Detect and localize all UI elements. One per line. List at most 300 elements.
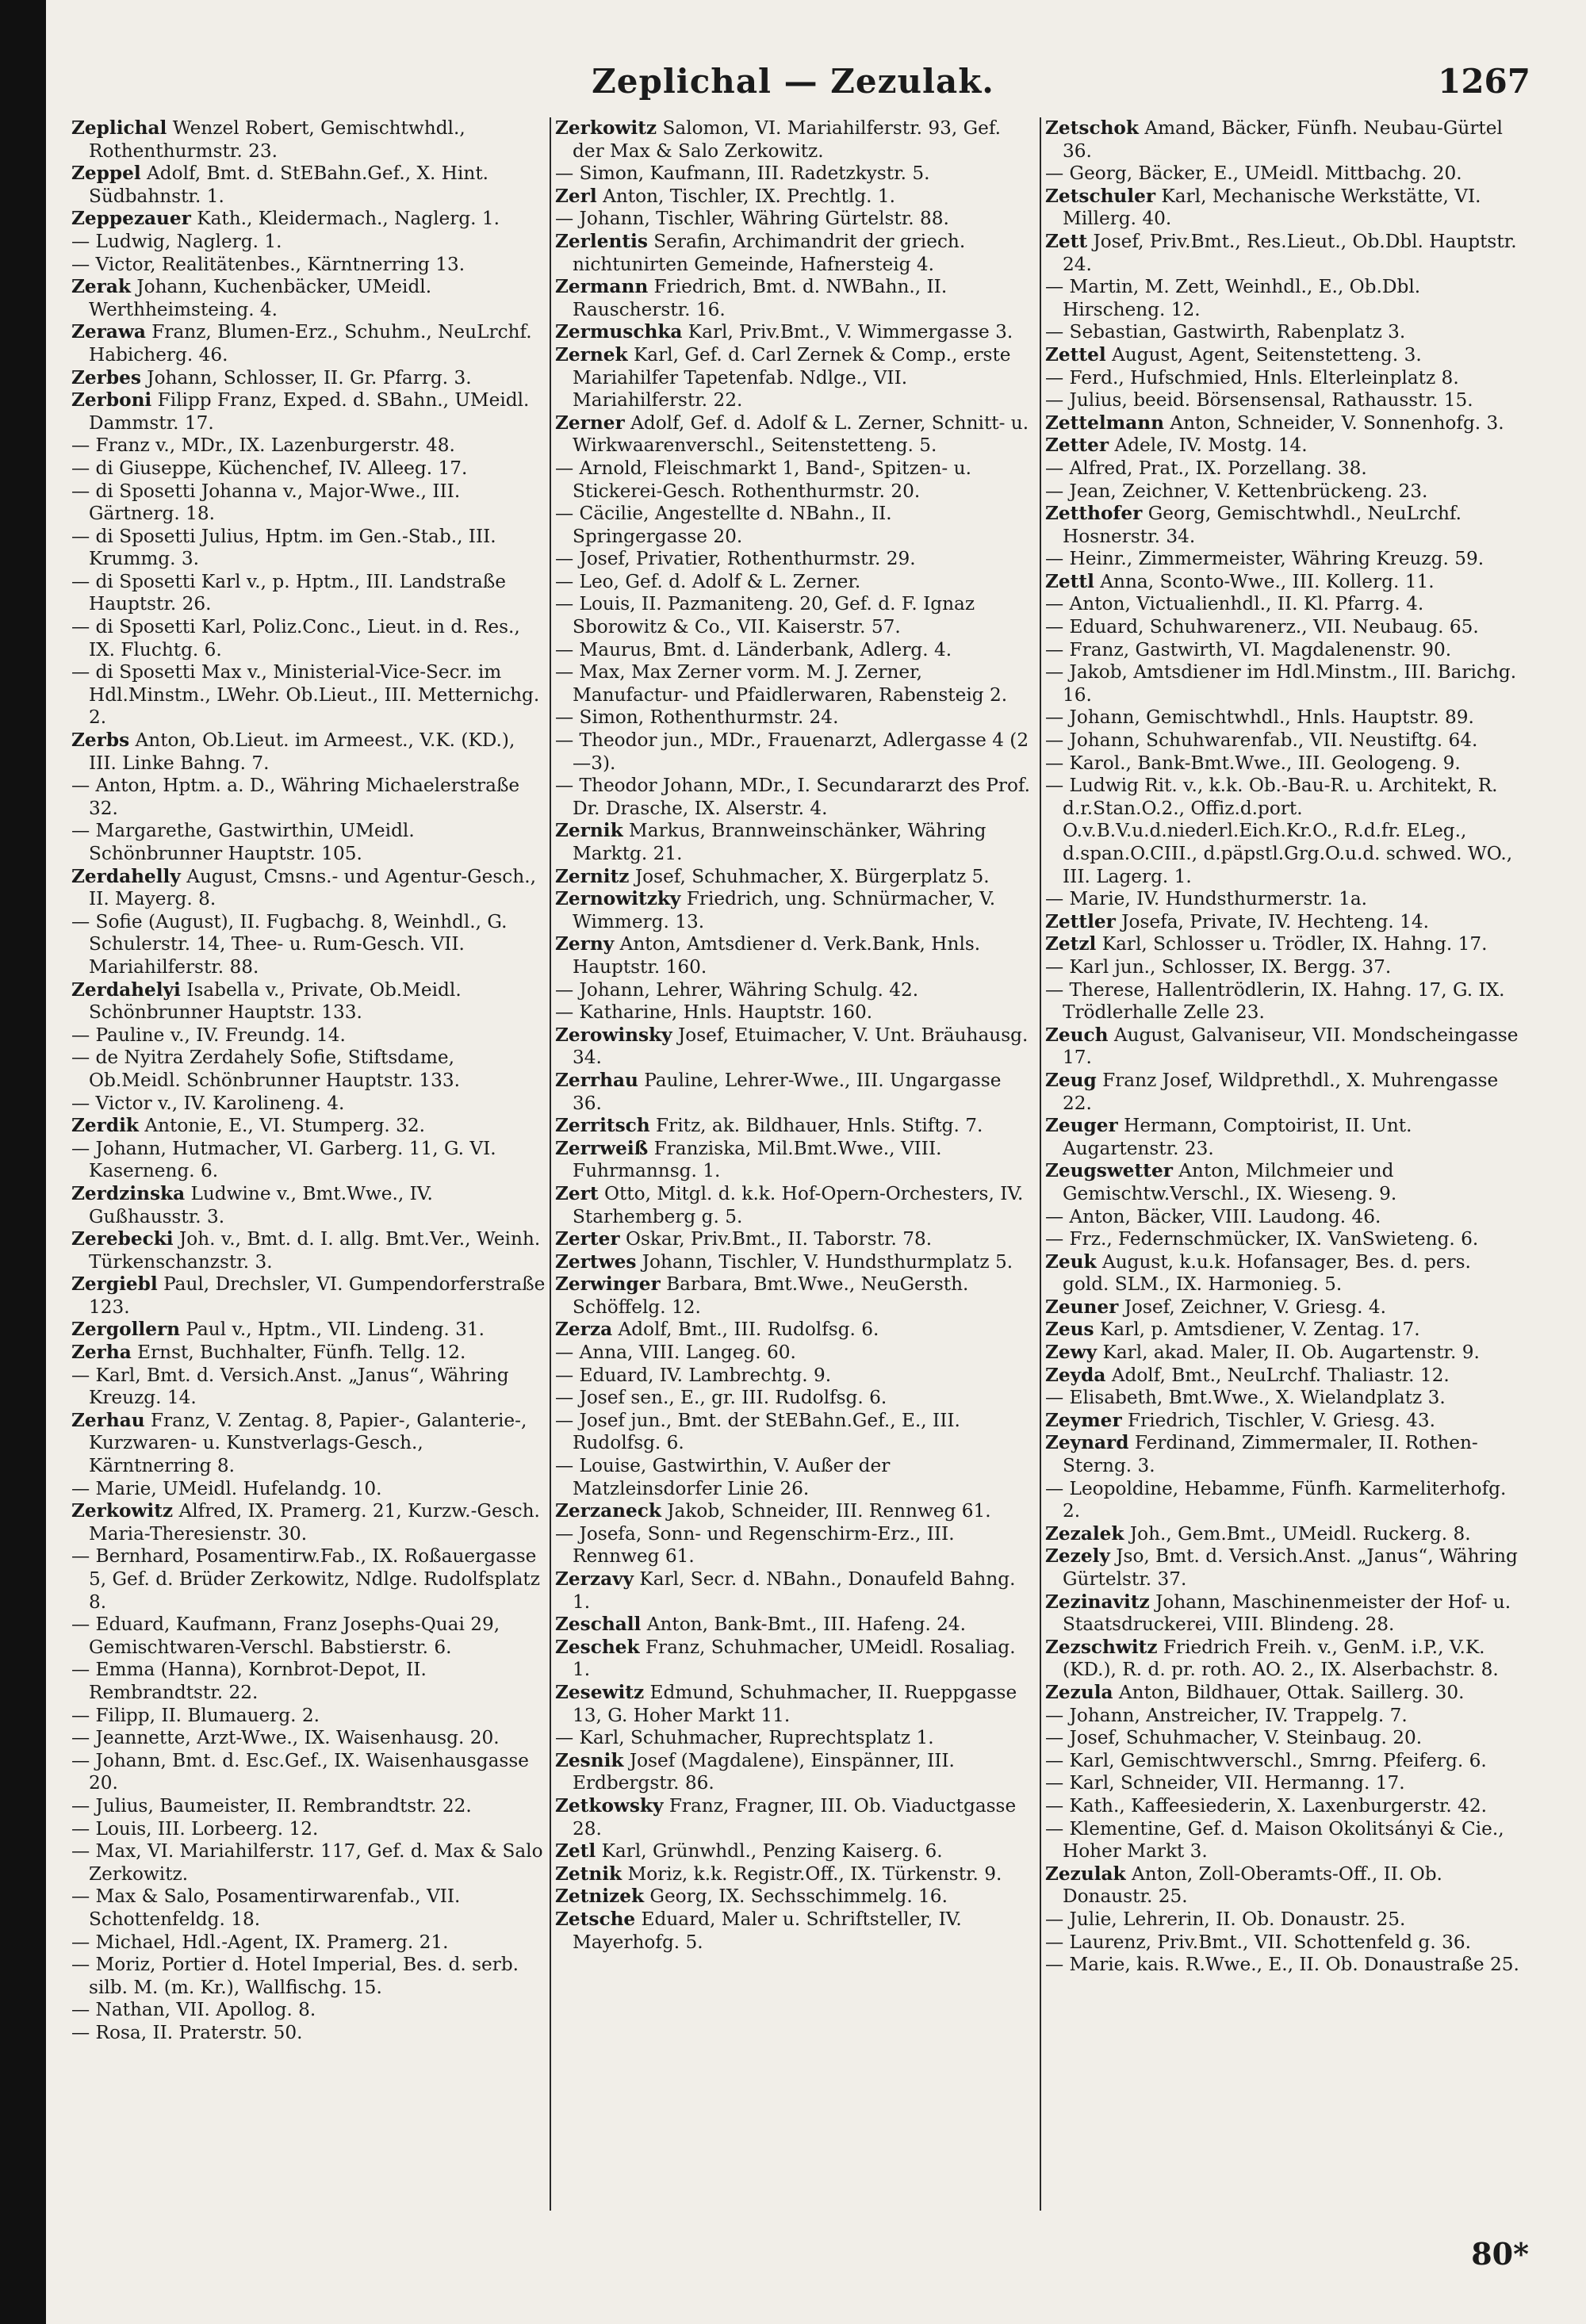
entry-text: — Karl, Schuhmacher, Ruprechtsplatz 1. [555, 1727, 934, 1749]
directory-entry [555, 571, 1031, 594]
entry-text: Ludwine v., Bmt.Wwe., IV. Gußhausstr. 3. [89, 1182, 433, 1227]
entry-text: Kath., Kleidermach., Naglerg. 1. [190, 208, 500, 230]
entry-text: Anton, Schneider, V. Sonnenhofg. 3. [1163, 412, 1504, 434]
entry-surname: Zerdzinska [71, 1182, 186, 1204]
directory-entry [555, 1614, 1031, 1637]
directory-entry [71, 571, 547, 616]
directory-entry [1045, 276, 1521, 321]
entry-text: — Leo, Gef. d. Adolf & L. Zerner. [555, 570, 861, 592]
directory-entry [555, 412, 1031, 458]
directory-entry [1045, 389, 1521, 412]
entry-text: — Johann, Lehrer, Währing Schulg. 42. [555, 978, 919, 1001]
entry-text: Adolf, Bmt., NeuLrchf. Thaliastr. 12. [1105, 1364, 1450, 1386]
entry-text: — Johann, Anstreicher, IV. Trappelg. 7. [1045, 1704, 1408, 1726]
directory-entry [1045, 117, 1521, 163]
entry-text: — Eduard, IV. Lambrechtg. 9. [555, 1364, 832, 1386]
entry-text: — Julius, beeid. Börsensensal, Rathausstr. 15. [1045, 389, 1473, 412]
directory-entry [71, 979, 547, 1024]
entry-surname: Zettelmann [1045, 412, 1164, 434]
entry-text: Friedrich, Tischler, V. Griesg. 43. [1121, 1409, 1435, 1431]
directory-entry [555, 1183, 1031, 1228]
entry-text: Eduard, Maler u. Schriftsteller, IV. Mayerhofg. 5. [573, 1908, 962, 1953]
entry-surname: Zetnizek [555, 1886, 645, 1908]
directory-entry [1045, 933, 1521, 956]
directory-entry [555, 706, 1031, 729]
directory-entry [71, 480, 547, 526]
directory-entry [555, 1886, 1031, 1909]
entry-surname: Zettl [1045, 570, 1094, 592]
entry-text: — Louise, Gastwirthin, V. Außer der Matzleinsdorfer Linie 26. [555, 1455, 891, 1499]
directory-entry [555, 1568, 1031, 1614]
directory-entry [555, 503, 1031, 548]
entry-surname: Zernik [555, 820, 623, 842]
directory-entry [555, 321, 1031, 344]
column-1 [71, 117, 547, 2044]
directory-entry [71, 1614, 547, 1659]
directory-entry [1045, 1727, 1521, 1750]
entry-text: Isabella v., Private, Ob.Meidl. Schönbrunner Hauptstr. 133. [89, 978, 462, 1024]
directory-entry [555, 1273, 1031, 1319]
entry-surname: Zerboni [71, 389, 152, 412]
entry-surname: Zezschwitz [1045, 1636, 1158, 1658]
entry-surname: Zerwinger [555, 1273, 661, 1296]
entry-text: Joh., Gem.Bmt., UMeidl. Ruckerg. 8. [1124, 1522, 1471, 1545]
entry-text: Friedrich, ung. Schnürmacher, V. Wimmerg. 13. [573, 888, 996, 932]
directory-entry [71, 1115, 547, 1138]
directory-entry [71, 1545, 547, 1614]
directory-entry [1045, 752, 1521, 775]
entry-text: — Heinr., Zimmermeister, Währing Kreuzg. 59. [1045, 548, 1484, 570]
entry-surname: Zetter [1045, 435, 1109, 457]
directory-entry [1045, 571, 1521, 594]
entry-surname: Zeugswetter [1045, 1160, 1173, 1182]
directory-entry [555, 1750, 1031, 1795]
directory-entry [555, 1387, 1031, 1410]
directory-entry [1045, 1115, 1521, 1160]
directory-entry [555, 1115, 1031, 1138]
directory-entry [1045, 706, 1521, 729]
directory-entry [1045, 661, 1521, 706]
directory-entry [71, 435, 547, 458]
directory-entry [1045, 1319, 1521, 1342]
entry-surname: Zeug [1045, 1069, 1097, 1091]
directory-entry [71, 1342, 547, 1365]
entry-surname: Zetkowsky [555, 1794, 664, 1817]
directory-entry [555, 1795, 1031, 1840]
entry-surname: Zerebecki [71, 1228, 174, 1250]
entry-surname: Zezula [1045, 1681, 1113, 1703]
entry-text: Filipp Franz, Exped. d. SBahn., UMeidl. Dammstr. 17. [89, 389, 530, 434]
entry-text: — Simon, Rothenthurmstr. 24. [555, 706, 839, 729]
entry-text: — di Sposetti Max v., Ministerial-Vice-Secr. im Hdl.Minstm., LWehr. Ob.Lieut., III. Metternichg. 2. [71, 661, 540, 729]
entry-surname: Zeppezauer [71, 208, 191, 230]
directory-entry [555, 593, 1031, 638]
directory-entry [71, 729, 547, 775]
entry-text: — Karl, Schneider, VII. Hermanng. 17. [1045, 1772, 1405, 1794]
entry-text: — Leopoldine, Hebamme, Fünfh. Karmeliterhofg. 2. [1045, 1477, 1507, 1522]
entry-text: — Marie, IV. Hundsthurmerstr. 1a. [1045, 888, 1368, 910]
entry-text: Karl, Secr. d. NBahn., Donaufeld Bahng. 1. [573, 1568, 1016, 1613]
entry-surname: Zesewitz [555, 1681, 645, 1703]
directory-entry [1045, 186, 1521, 231]
entry-text: Ernst, Buchhalter, Fünfh. Tellg. 12. [131, 1342, 466, 1364]
entry-text: — Emma (Hanna), Kornbrot-Depot, II. Rembrandtstr. 22. [71, 1659, 427, 1703]
entry-text: Adolf, Bmt., III. Rudolfsg. 6. [612, 1319, 879, 1341]
entry-text: Hermann, Comptoirist, II. Unt. Augartenstr. 23. [1063, 1115, 1412, 1159]
directory-entry [71, 163, 547, 208]
directory-entry [555, 888, 1031, 933]
entry-surname: Zerrhau [555, 1069, 638, 1091]
entry-text: Karl, Mechanische Werkstätte, VI. Millerg. 40. [1063, 185, 1481, 230]
entry-text: — Laurenz, Priv.Bmt., VII. Schottenfeld g. 36. [1045, 1931, 1471, 1953]
entry-surname: Zetschok [1045, 117, 1139, 139]
entry-surname: Zernitz [555, 865, 630, 887]
entry-text: Friedrich Freih. v., GenM. i.P., V.K. (KD.), R. d. pr. roth. AO. 2., IX. Alserbachstr. 8. [1063, 1636, 1499, 1681]
entry-text: Anton, Bank-Bmt., III. Hafeng. 24. [641, 1614, 967, 1636]
entry-text: Karl, akad. Maler, II. Ob. Augartenstr. 9. [1097, 1342, 1480, 1364]
entry-surname: Zertwes [555, 1250, 637, 1273]
entry-text: — Ludwig Rit. v., k.k. Ob.-Bau-R. u. Architekt, R. d.r.Stan.O.2., Offiz.d.port. O.v.B.V.u.d.niederl.Eich.Kr.O., R.d.fr. ELeg., d.span.O.CIII., d.päpstl.Grg.O.u.d. schwed. WO., III. Lagerg. 1. [1045, 775, 1513, 887]
directory-entry [71, 1047, 547, 1092]
directory-entry [1045, 593, 1521, 616]
entry-text: Karl, Schlosser u. Trödler, IX. Hahng. 17. [1096, 933, 1488, 955]
directory-entry [555, 1251, 1031, 1274]
directory-entry [1045, 1251, 1521, 1296]
directory-entry [555, 1319, 1031, 1342]
directory-entry [71, 1705, 547, 1728]
directory-entry [1045, 1682, 1521, 1705]
entry-text: — Julius, Baumeister, II. Rembrandtstr. 22. [71, 1794, 472, 1817]
entry-text: Antonie, E., VI. Stumperg. 32. [138, 1115, 426, 1137]
entry-text: — Klementine, Gef. d. Maison Okolitsányi & Cie., Hoher Markt 3. [1045, 1817, 1504, 1863]
entry-surname: Zerdik [71, 1115, 139, 1137]
entry-surname: Zerha [71, 1342, 132, 1364]
entry-surname: Zeuner [1045, 1296, 1119, 1318]
directory-entry [555, 820, 1031, 865]
entry-surname: Zermuschka [555, 321, 683, 343]
directory-entry [71, 661, 547, 729]
entry-text: Johann, Kuchenbäcker, UMeidl. Werthheimsteing. 4. [89, 276, 432, 320]
directory-entry [71, 820, 547, 865]
entry-text: Anton, Ob.Lieut. im Armeest., V.K. (KD.), III. Linke Bahng. 7. [89, 729, 515, 774]
entry-text: — Karl jun., Schlosser, IX. Bergg. 37. [1045, 955, 1392, 978]
directory-entry [71, 1999, 547, 2022]
entry-text: Joh. v., Bmt. d. I. allg. Bmt.Ver., Weinh. Türkenschanzstr. 3. [89, 1228, 541, 1273]
entry-text: — Eduard, Kaufmann, Franz Josephs-Quai 29, Gemischtwaren-Verschl. Babstierstr. 6. [71, 1614, 500, 1658]
directory-entry [1045, 1909, 1521, 1932]
directory-entry [1045, 321, 1521, 344]
entry-text: Karl, Gef. d. Carl Zernek & Comp., erste Mariahilfer Tapetenfab. Ndlge., VII. Mariahilferstr. 22. [573, 343, 1011, 412]
directory-entry [1045, 1478, 1521, 1523]
entry-text: Franz Josef, Wildprethdl., X. Muhrengasse 22. [1063, 1069, 1499, 1114]
entry-surname: Zerrweiß [555, 1137, 649, 1159]
entry-text: Josefa, Private, IV. Hechteng. 14. [1115, 910, 1429, 932]
entry-surname: Zetzl [1045, 933, 1097, 955]
entry-text: Alfred, IX. Pramerg. 21, Kurzw.-Gesch. Maria-Theresienstr. 30. [89, 1500, 540, 1545]
directory-entry [71, 321, 547, 366]
entry-surname: Zeyda [1045, 1364, 1106, 1386]
entry-surname: Zetl [555, 1840, 596, 1863]
entry-text: — Jakob, Amtsdiener im Hdl.Minstm., III. Barichg. 16. [1045, 661, 1517, 706]
directory-entry [555, 163, 1031, 186]
entry-surname: Zerzavy [555, 1568, 634, 1590]
directory-entry [71, 1886, 547, 1931]
entry-text: Salomon, VI. Mariahilferstr. 93, Gef. der Max & Salo Zerkowitz. [573, 117, 1001, 162]
directory-entry [1045, 1432, 1521, 1477]
entry-text: Serafin, Archimandrit der griech. nichtunirten Gemeinde, Hafnersteig 4. [573, 230, 966, 275]
entry-text: Paul v., Hptm., VII. Lindeng. 31. [180, 1319, 485, 1341]
entry-text: Anna, Sconto-Wwe., III. Kollerg. 11. [1094, 570, 1435, 592]
entry-surname: Zeplichal [71, 117, 167, 139]
entry-text: Barbara, Bmt.Wwe., NeuGersth. Schöffelg. 12. [573, 1273, 969, 1318]
directory-entry [555, 231, 1031, 276]
entry-text: Franz, Schuhmacher, UMeidl. Rosaliag. 1. [573, 1636, 1016, 1681]
entry-text: — Louis, II. Pazmaniteng. 20, Gef. d. F. Ignaz Sborowitz & Co., VII. Kaiserstr. 57. [555, 593, 975, 638]
entry-surname: Zerdahelyi [71, 978, 181, 1001]
entry-text: — Franz, Gastwirth, VI. Magdalenenstr. 90. [1045, 638, 1452, 660]
entry-text: Paul, Drechsler, VI. Gumpendorferstraße 123. [89, 1273, 546, 1318]
entry-surname: Zerza [555, 1319, 613, 1341]
directory-entry [555, 186, 1031, 209]
directory-entry [1045, 344, 1521, 367]
entry-surname: Zergiebl [71, 1273, 158, 1296]
entry-surname: Zernek [555, 343, 628, 366]
entry-surname: Zettel [1045, 343, 1106, 366]
entry-surname: Zetschuler [1045, 185, 1156, 207]
entry-text: — Karl, Bmt. d. Versich.Anst. „Janus“, Währing Kreuzg. 14. [71, 1364, 509, 1409]
directory-entry [1045, 1387, 1521, 1410]
directory-entry [71, 1932, 547, 1955]
entry-text: Friedrich, Bmt. d. NWBahn., II. Rauscherstr. 16. [573, 276, 948, 320]
directory-entry [1045, 163, 1521, 186]
directory-entry [71, 866, 547, 911]
directory-entry [1045, 729, 1521, 752]
entry-text: Wenzel Robert, Gemischtwhdl., Rothenthurmstr. 23. [89, 117, 465, 162]
page-title: Zeplichal — Zezulak. [592, 62, 994, 101]
directory-entry [71, 117, 547, 163]
entry-text: — Maurus, Bmt. d. Länderbank, Adlerg. 4. [555, 638, 952, 660]
entry-surname: Zerdahelly [71, 865, 181, 887]
entry-text: — Alfred, Prat., IX. Porzellang. 38. [1045, 457, 1367, 479]
entry-text: Oskar, Priv.Bmt., II. Taborstr. 78. [619, 1228, 933, 1250]
directory-entry [71, 1954, 547, 1999]
entry-text: Adolf, Gef. d. Adolf & L. Zerner, Schnitt- u. Wirkwaarenverschl., Seitenstetteng. 5. [573, 412, 1029, 457]
directory-entry [555, 1682, 1031, 1727]
directory-entry [71, 276, 547, 321]
directory-entry [555, 276, 1031, 321]
entry-text: Anton, Amtsdiener d. Verk.Bank, Hnls. Hauptstr. 160. [573, 933, 981, 978]
page-header [0, 62, 1586, 117]
entry-surname: Zerl [555, 185, 597, 207]
entry-text: — Filipp, II. Blumauerg. 2. [71, 1704, 320, 1726]
entry-surname: Zerzaneck [555, 1500, 661, 1522]
entry-surname: Zerawa [71, 321, 146, 343]
directory-entry [1045, 979, 1521, 1024]
entry-text: — Pauline v., IV. Freundg. 14. [71, 1024, 346, 1046]
directory-entry [1045, 1818, 1521, 1863]
entry-text: Franz, Fragner, III. Ob. Viaductgasse 28. [573, 1794, 1017, 1840]
directory-entry [555, 1024, 1031, 1070]
directory-entry [1045, 1523, 1521, 1546]
entry-text: Markus, Brannweinschänker, Währing Marktg. 21. [573, 820, 986, 864]
directory-entry [1045, 480, 1521, 503]
directory-entry [1045, 1365, 1521, 1388]
entry-text: — di Giuseppe, Küchenchef, IV. Alleeg. 17. [71, 457, 468, 479]
entry-text: Anton, Tischler, IX. Prechtlg. 1. [596, 185, 896, 207]
directory-entry [1045, 911, 1521, 934]
entry-text: — Arnold, Fleischmarkt 1, Band-, Spitzen- u. Stickerei-Gesch. Rothenthurmstr. 20. [555, 457, 971, 502]
directory-entry [555, 1840, 1031, 1863]
entry-surname: Zett [1045, 230, 1088, 252]
directory-entry [1045, 888, 1521, 911]
entry-text: Johann, Maschinenmeister der Hof- u. Staatsdruckerei, VIII. Blindeng. 28. [1063, 1591, 1511, 1636]
directory-entry [71, 254, 547, 277]
entry-surname: Zewy [1045, 1342, 1098, 1364]
directory-entry [1045, 435, 1521, 458]
entry-surname: Zergollern [71, 1319, 181, 1341]
directory-entry [71, 1183, 547, 1228]
entry-text: — Cäcilie, Angestellte d. NBahn., II. Springergasse 20. [555, 503, 892, 547]
directory-entry [555, 639, 1031, 662]
entry-text: Moriz, k.k. Registr.Off., IX. Türkenstr. 9. [622, 1863, 1002, 1885]
entry-text: — di Sposetti Karl, Poliz.Conc., Lieut. in d. Res., IX. Fluchtg. 6. [71, 616, 520, 660]
entry-text: August, k.u.k. Hofansager, Bes. d. pers. gold. SLM., IX. Harmonieg. 5. [1063, 1250, 1471, 1296]
directory-entry [1045, 503, 1521, 548]
directory-entry [71, 911, 547, 979]
directory-entry [555, 866, 1031, 889]
entry-text: — Josef, Schuhmacher, V. Steinbaug. 20. [1045, 1727, 1423, 1749]
entry-text: — Eduard, Schuhwarenerz., VII. Neubaug. 65. [1045, 616, 1479, 638]
entry-text: — Michael, Hdl.-Agent, IX. Pramerg. 21. [71, 1931, 449, 1953]
directory-entry [71, 1365, 547, 1410]
entry-text: — Moriz, Portier d. Hotel Imperial, Bes. d. serb. silb. M. (m. Kr.), Wallfischg. 15. [71, 1954, 519, 1998]
directory-entry [1045, 775, 1521, 888]
entry-surname: Zetsche [555, 1908, 636, 1930]
entry-text: — Jean, Zeichner, V. Kettenbrückeng. 23. [1045, 480, 1428, 502]
entry-text: — Katharine, Hnls. Hauptstr. 160. [555, 1001, 873, 1024]
directory-entry [71, 2022, 547, 2045]
directory-entry [555, 1455, 1031, 1500]
entry-text: — Rosa, II. Praterstr. 50. [71, 2021, 303, 2043]
entry-text: — Josefa, Sonn- und Regenschirm-Erz., III. Rennweg 61. [555, 1522, 955, 1568]
directory-entry [555, 729, 1031, 775]
entry-text: — Sofie (August), II. Fugbachg. 8, Weinhdl., G. Schulerstr. 14, Thee- u. Rum-Gesch. VII. Mariahilferstr. 88. [71, 910, 508, 978]
entry-text: Jakob, Schneider, III. Rennweg 61. [661, 1500, 991, 1522]
entry-text: — Franz v., MDr., IX. Lazenburgerstr. 48. [71, 435, 455, 457]
entry-text: Karl, Priv.Bmt., V. Wimmergasse 3. [682, 321, 1013, 343]
directory-entry [555, 1001, 1031, 1024]
directory-entry [555, 458, 1031, 503]
directory-entry [1045, 1296, 1521, 1319]
directory-entry [1045, 1591, 1521, 1637]
directory-entry [71, 526, 547, 571]
entry-text: — Johann, Tischler, Währing Gürtelstr. 88. [555, 208, 949, 230]
entry-surname: Zerter [555, 1228, 620, 1250]
directory-entry [555, 1727, 1031, 1750]
directory-entry [71, 458, 547, 480]
entry-text: — Georg, Bäcker, E., UMeidl. Mittbachg. 20. [1045, 163, 1462, 185]
entry-text: Ferdinand, Zimmermaler, II. Rothen-Sterng. 3. [1063, 1432, 1478, 1477]
entry-text: Anton, Bildhauer, Ottak. Saillerg. 30. [1113, 1681, 1465, 1703]
entry-surname: Zetthofer [1045, 503, 1143, 525]
entry-surname: Zeus [1045, 1319, 1094, 1341]
directory-entry [1045, 1160, 1521, 1205]
entry-surname: Zermann [555, 276, 649, 298]
directory-entry [1045, 367, 1521, 390]
directory-entry [71, 1093, 547, 1116]
column-divider [1040, 117, 1041, 2211]
directory-entry [1045, 1772, 1521, 1795]
entry-text: Pauline, Lehrer-Wwe., III. Ungargasse 36. [573, 1069, 1002, 1114]
column-3 [1045, 117, 1521, 1977]
directory-entry [71, 367, 547, 390]
directory-entry [1045, 1637, 1521, 1682]
entry-surname: Zeuk [1045, 1250, 1097, 1273]
directory-entry [555, 1365, 1031, 1388]
directory-entry [1045, 1954, 1521, 1977]
entry-text: Josef (Magdalene), Einspänner, III. Erdbergstr. 86. [573, 1749, 955, 1794]
entry-text: Adolf, Bmt. d. StEBahn.Gef., X. Hint. Südbahnstr. 1. [89, 163, 489, 207]
directory-entry [71, 1228, 547, 1273]
entry-text: Franz, V. Zentag. 8, Papier-, Galanterie-, Kurzwaren- u. Kunstverlags-Gesch., Kärntnerring 8. [89, 1409, 527, 1477]
directory-entry [71, 1750, 547, 1795]
directory-entry [1045, 1750, 1521, 1773]
entry-text: — Max & Salo, Posamentirwarenfab., VII. Schottenfeldg. 18. [71, 1886, 461, 1930]
directory-entry [1045, 231, 1521, 276]
entry-surname: Zettler [1045, 910, 1116, 932]
entry-surname: Zeschek [555, 1636, 640, 1658]
entry-surname: Zerlentis [555, 230, 648, 252]
entry-text: Franz, Blumen-Erz., Schuhm., NeuLrchf. Habicherg. 46. [89, 321, 532, 366]
directory-entry [1045, 1342, 1521, 1365]
directory-entry [71, 1727, 547, 1750]
directory-entry [555, 1342, 1031, 1365]
directory-entry [1045, 548, 1521, 571]
directory-entry [71, 1024, 547, 1047]
entry-text: August, Galvaniseur, VII. Mondscheingasse 17. [1063, 1024, 1519, 1069]
entry-text: Otto, Mitgl. d. k.k. Hof-Opern-Orchesters, IV. Starhemberg g. 5. [573, 1182, 1024, 1227]
entry-text: — Nathan, VII. Apollog. 8. [71, 1999, 316, 2021]
entry-text: — di Sposetti Johanna v., Major-Wwe., III. Gärtnerg. 18. [71, 480, 461, 525]
entry-text: Josef, Etuimacher, V. Unt. Bräuhausg. 34. [573, 1024, 1029, 1069]
directory-entry [71, 1840, 547, 1886]
directory-entry [1045, 1545, 1521, 1591]
directory-entry [1045, 1932, 1521, 1955]
entry-text: — Johann, Gemischtwhdl., Hnls. Hauptstr. 89. [1045, 706, 1474, 729]
entry-text: — Anton, Hptm. a. D., Währing Michaelerstraße 32. [71, 775, 520, 819]
directory-entry [555, 979, 1031, 1002]
entry-text: Anton, Milchmeier und Gemischtw.Verschl., IX. Wieseng. 9. [1063, 1160, 1397, 1204]
directory-entry [555, 661, 1031, 706]
entry-text: — Max, VI. Mariahilferstr. 117, Gef. d. Max & Salo Zerkowitz. [71, 1840, 543, 1885]
directory-entry [555, 548, 1031, 571]
column-divider [550, 117, 551, 2211]
entry-text: — Johann, Bmt. d. Esc.Gef., IX. Waisenhausgasse 20. [71, 1749, 529, 1794]
entry-surname: Zerritsch [555, 1115, 650, 1137]
entry-text: Franziska, Mil.Bmt.Wwe., VIII. Fuhrmannsg. 1. [573, 1137, 942, 1182]
entry-text: — Anna, VIII. Langeg. 60. [555, 1342, 796, 1364]
directory-entry [71, 231, 547, 254]
entry-text: — Louis, III. Lorbeerg. 12. [71, 1817, 319, 1840]
entry-text: — Ludwig, Naglerg. 1. [71, 230, 282, 252]
entry-surname: Zeppel [71, 163, 141, 185]
directory-entry [71, 1273, 547, 1319]
directory-entry [1045, 1070, 1521, 1115]
entry-text: — Bernhard, Posamentirw.Fab., IX. Roßauergasse 5, Gef. d. Brüder Zerkowitz, Ndlge. Rudolfsplatz 8. [71, 1545, 540, 1613]
entry-surname: Zezalek [1045, 1522, 1124, 1545]
entry-surname: Zezulak [1045, 1863, 1126, 1885]
entry-surname: Zeuch [1045, 1024, 1109, 1046]
